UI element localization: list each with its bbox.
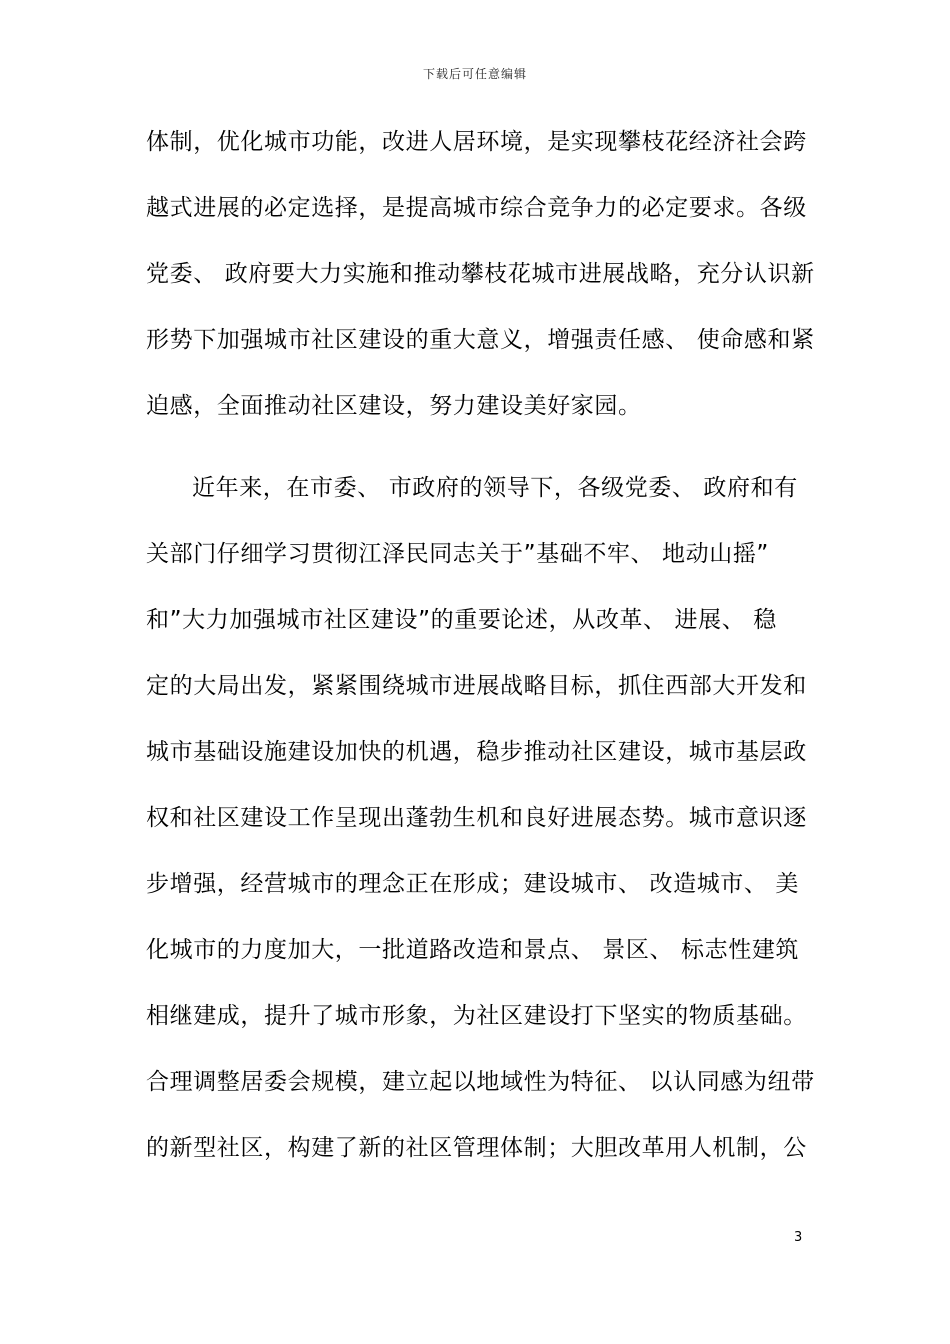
paragraph-2-line-10: 合理调整居委会规模，建立起以地域性为特征、 以认同感为纽带 — [146, 1069, 815, 1095]
paragraph-2-line-1: 近年来，在市委、 市政府的领导下，各级党委、 政府和有 — [192, 475, 798, 501]
paragraph-1-line-5: 迫感，全面推动社区建设，努力建设美好家园。 — [146, 393, 642, 419]
paragraph-1-line-4: 形势下加强城市社区建设的重大意义，增强责任感、 使命感和紧 — [146, 327, 815, 353]
paragraph-2-line-6: 权和社区建设工作呈现出蓬勃生机和良好进展态势。城市意识逐 — [146, 805, 807, 831]
paragraph-1-line-2: 越式进展的必定选择，是提高城市综合竞争力的必定要求。各级 — [146, 195, 807, 221]
paragraph-2-line-8: 化城市的力度加大，一批道路改造和景点、 景区、 标志性建筑 — [146, 937, 800, 963]
paragraph-2-line-3: 和”大力加强城市社区建设”的重要论述，从改革、 进展、 稳 — [146, 607, 777, 633]
paragraph-2-line-9: 相继建成，提升了城市形象，为社区建设打下坚实的物质基础。 — [146, 1003, 807, 1029]
paragraph-1-line-1: 体制，优化城市功能，改进人居环境，是实现攀枝花经济社会跨 — [146, 129, 807, 155]
paragraph-1-line-3: 党委、 政府要大力实施和推动攀枝花城市进展战略，充分认识新 — [146, 261, 815, 287]
paragraph-2-line-11: 的新型社区，构建了新的社区管理体制；大胆改革用人机制，公 — [146, 1135, 807, 1161]
paragraph-2-line-7: 步增强，经营城市的理念正在形成；建设城市、 改造城市、 美 — [146, 871, 800, 897]
page-number: 3 — [794, 1230, 803, 1245]
paragraph-2-line-4: 定的大局出发，紧紧围绕城市进展战略目标，抓住西部大开发和 — [146, 673, 807, 699]
paragraph-2-line-5: 城市基础设施建设加快的机遇，稳步推动社区建设，城市基层政 — [146, 739, 807, 765]
paragraph-2-line-2: 关部门仔细学习贯彻江泽民同志关于”基础不牢、 地动山摇” — [146, 541, 769, 567]
page-header: 下载后可任意编辑 — [422, 67, 527, 81]
